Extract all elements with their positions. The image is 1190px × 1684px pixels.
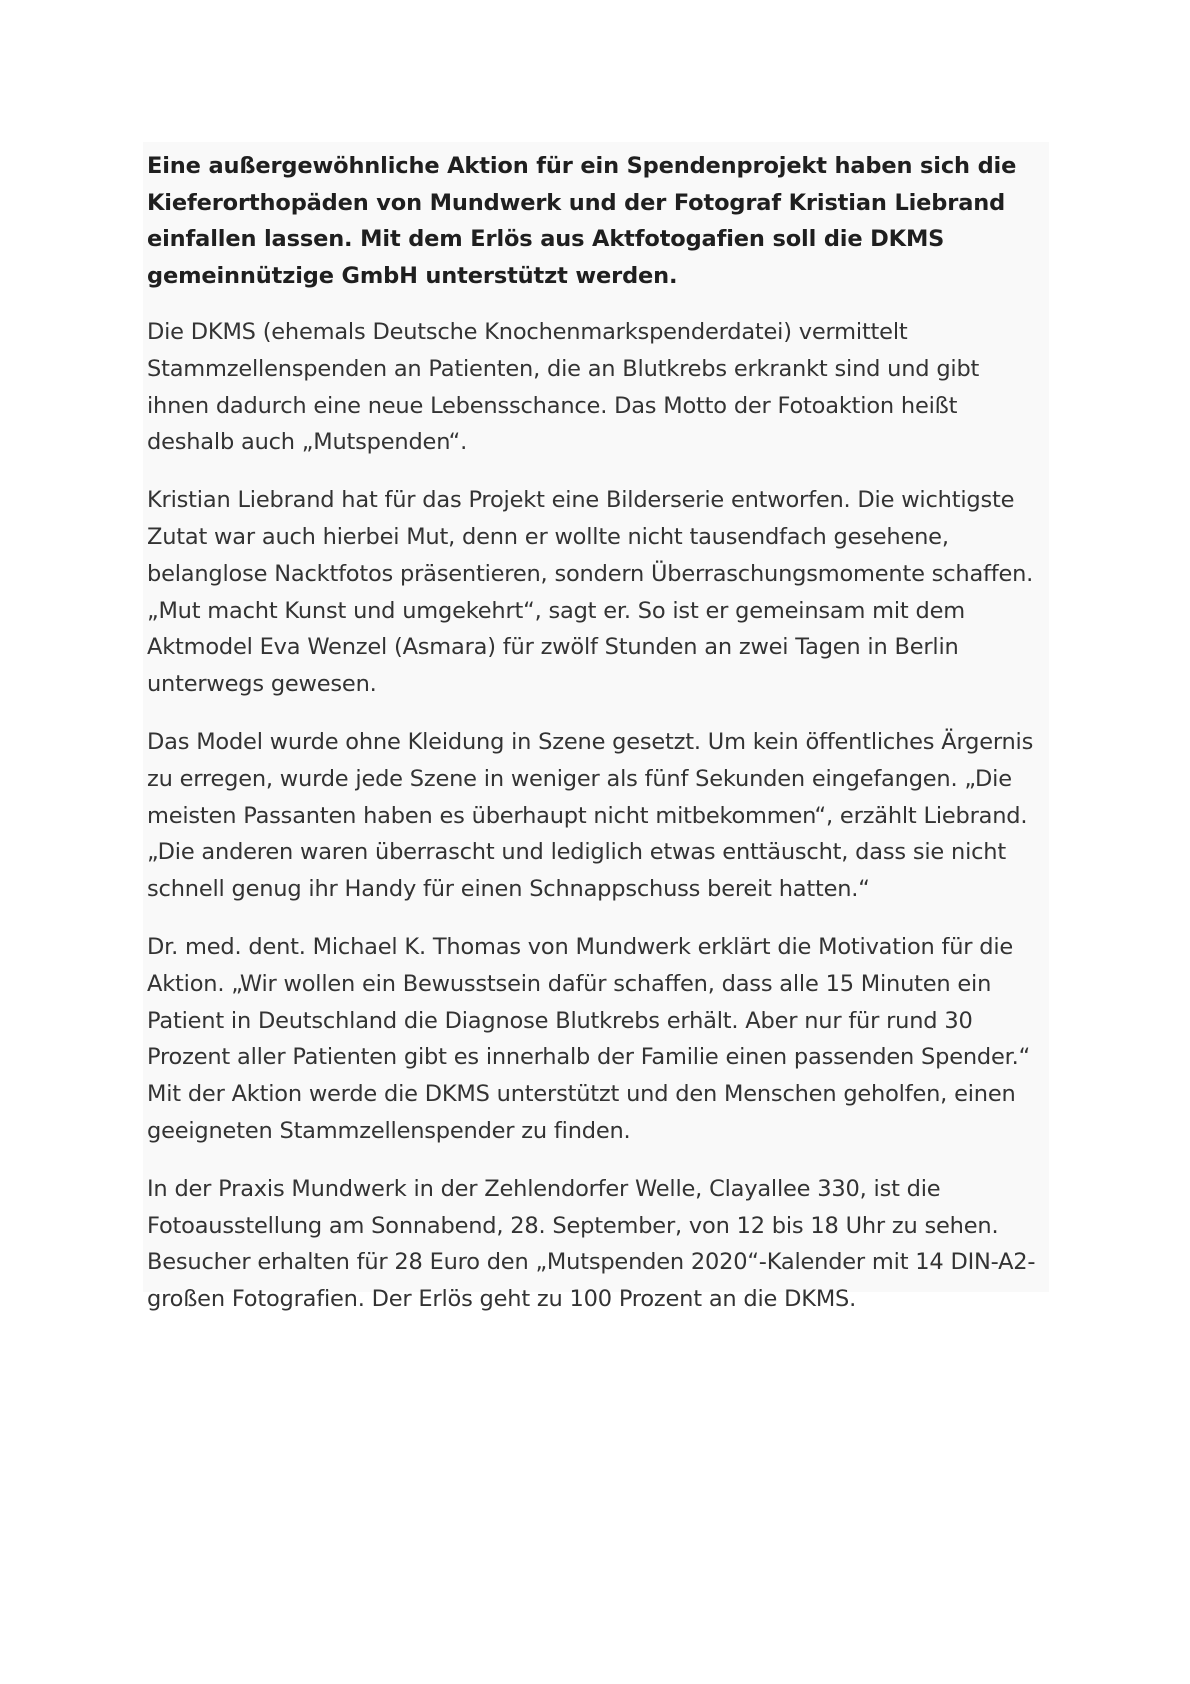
article-paragraph: Das Model wurde ohne Kleidung in Szene gesetzt. Um kein öffentliches Ärgernis zu erregen, wurde jede Szene in weniger als fünf Sekunden eingefangen. „Die meisten Passanten haben es überhaupt nicht mitbekommen“, erzählt Liebrand. „Die anderen waren überrascht und lediglich etwas enttäuscht, dass sie nicht schnell genug ihr Handy für einen Schnappschuss bereit hatten.“	[147, 728, 1034, 903]
article-body	[143, 142, 1049, 1313]
article-paragraph: In der Praxis Mundwerk in der Zehlendorfer Welle, Clayallee 330, ist die Fotoausstellung am Sonnabend, 28. September, von 12 bis 18 Uhr zu sehen. Besucher erhalten für 28 Euro den „Mutspenden 2020“-Kalender mit 14 DIN-A2-großen Fotografien. Der Erlös geht zu 100 Prozent an die DKMS.	[147, 1175, 1036, 1313]
article-paragraph: Die DKMS (ehemals Deutsche Knochenmarkspenderdatei) vermittelt Stammzellenspenden an Patienten, die an Blutkrebs erkrankt sind und gibt ihnen dadurch eine neue Lebensschance. Das Motto der Fotoaktion heißt deshalb auch „Mutspenden“.	[147, 319, 980, 456]
article-paragraph: Kristian Liebrand hat für das Projekt eine Bilderserie entworfen. Die wichtigste Zutat war auch hierbei Mut, denn er wollte nicht tausendfach gesehene, belanglose Nacktfotos präsentieren, sondern Überraschungsmomente schaffen. „Mut macht Kunst und umgekehrt“, sagt er. So ist er gemeinsam mit dem Aktmodel Eva Wenzel (Asmara) für zwölf Stunden an zwei Tagen in Berlin unterwegs gewesen.	[147, 487, 1034, 698]
article-paragraph: Dr. med. dent. Michael K. Thomas von Mundwerk erklärt die Motivation für die Aktion. „Wir wollen ein Bewusstsein dafür schaffen, dass alle 15 Minuten ein Patient in Deutschland die Diagnose Blutkrebs erhält. Aber nur für rund 30 Prozent aller Patienten gibt es innerhalb der Familie einen passenden Spender.“ Mit der Aktion werde die DKMS unterstützt und den Menschen geholfen, einen geeigneten Stammzellenspender zu finden.	[147, 933, 1031, 1144]
article-lead: Eine außergewöhnliche Aktion für ein Spendenprojekt haben sich die Kieferorthopäden von Mundwerk und der Fotograf Kristian Liebrand einfallen lassen. Mit dem Erlös aus Aktfotogafien soll die DKMS gemeinnützige GmbH unterstützt werden.	[147, 153, 1017, 289]
